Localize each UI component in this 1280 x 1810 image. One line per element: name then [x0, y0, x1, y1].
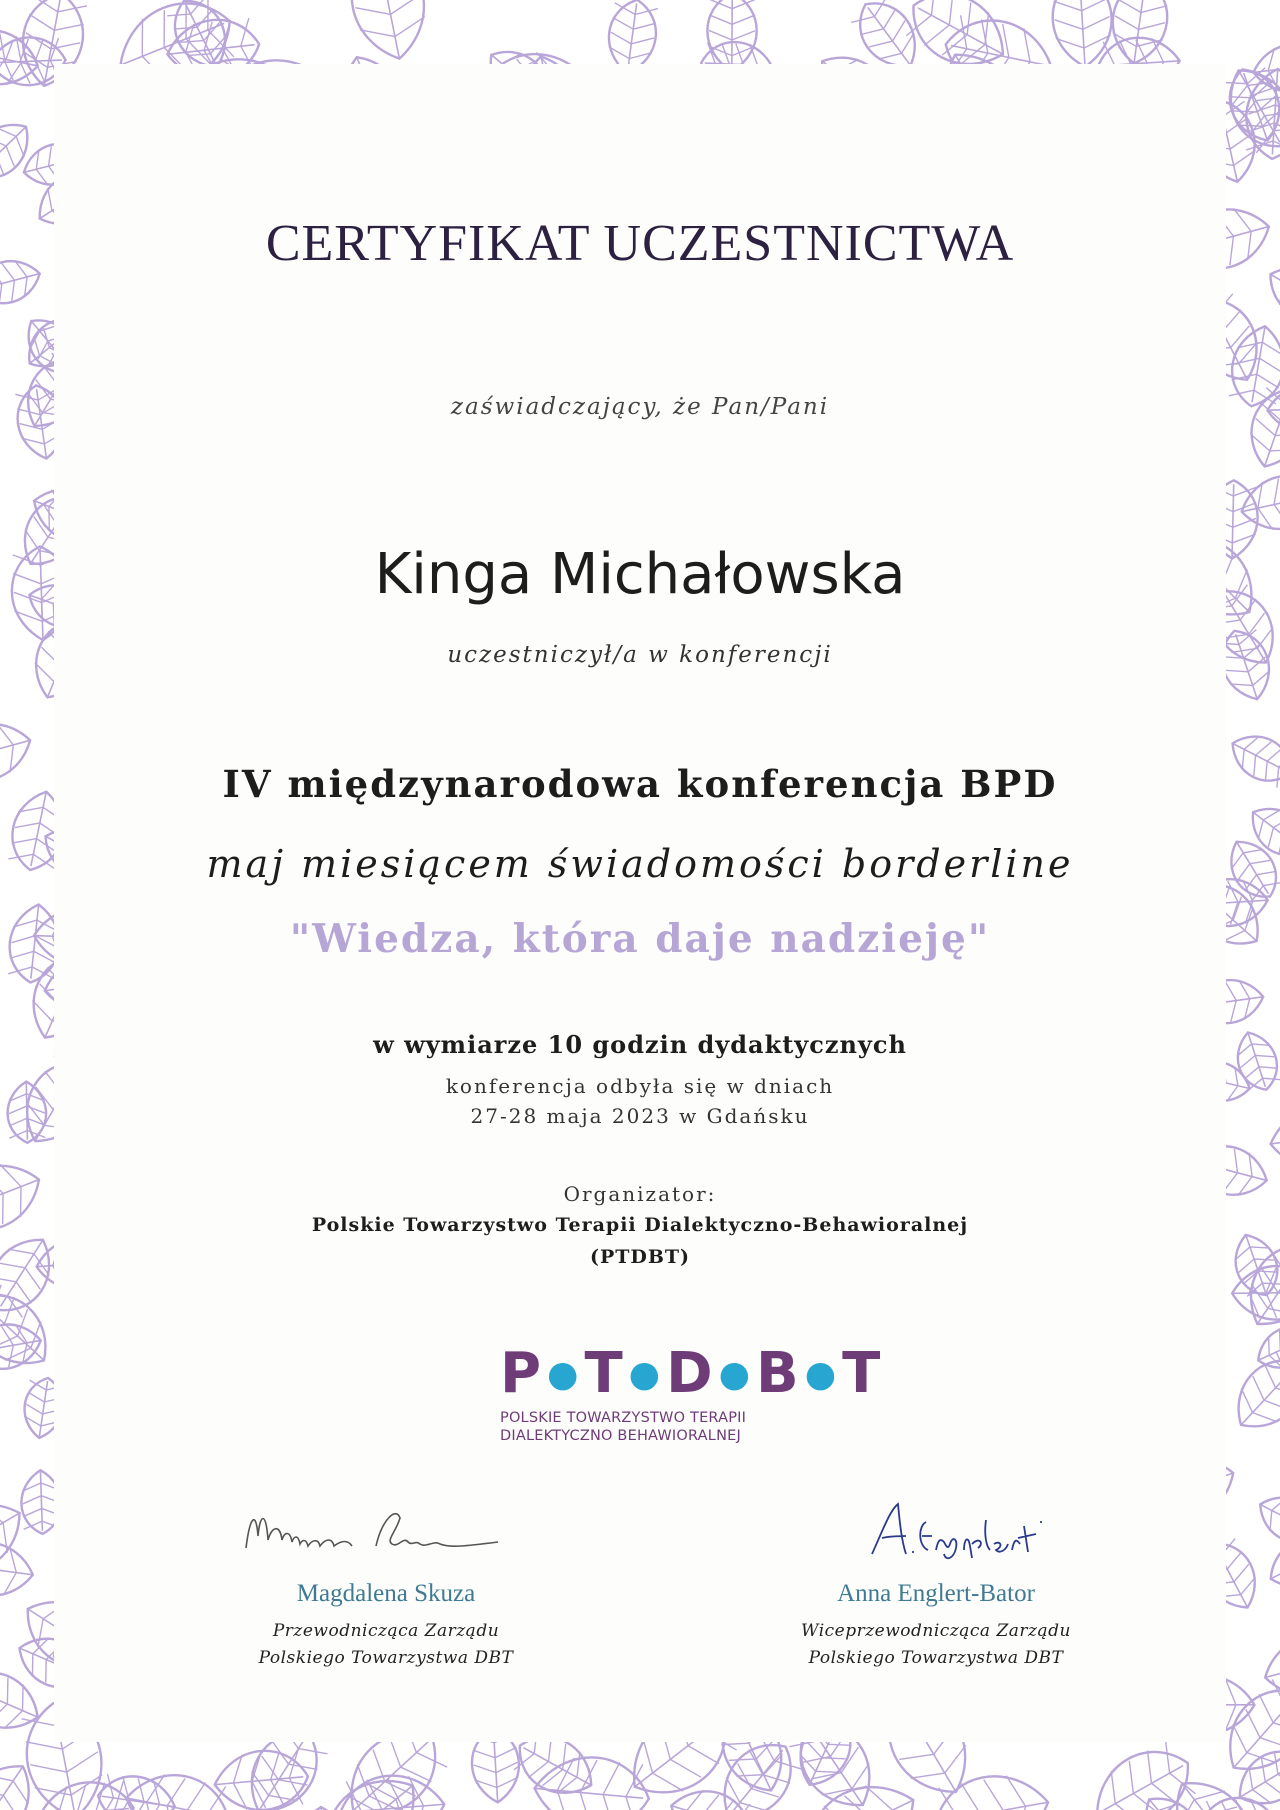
certificate-title: CERTYFIKAT UCZESTNICTWA	[265, 215, 1015, 272]
certificate-paper	[54, 64, 1226, 1742]
logo-letter: T	[584, 1341, 625, 1406]
logo-letter: B	[756, 1341, 801, 1406]
signer-role	[176, 1618, 596, 1672]
logo-dot: ●	[718, 1354, 752, 1395]
logo-letter: T	[842, 1341, 883, 1406]
signer-role	[726, 1618, 1146, 1672]
conference-subtitle: maj miesiącem świadomości borderline	[206, 842, 1074, 886]
signer-role-line: Polskiego Towarzystwa DBT	[808, 1648, 1064, 1668]
conference-title: IV międzynarodowa konferencja BPD	[222, 762, 1058, 806]
hours-line: w wymiarze 10 godzin dydaktycznych	[373, 1030, 907, 1059]
ptdbt-logo-mark	[500, 1341, 883, 1409]
signature-block-right	[726, 1496, 1146, 1672]
dates-line-1: konferencja odbyła się w dniach	[445, 1074, 835, 1098]
logo-letter: D	[666, 1341, 715, 1406]
conference-motto: "Wiedza, która daje nadzieję"	[289, 916, 991, 962]
logo-dot: ●	[804, 1354, 839, 1395]
intro-text: zaświadczający, że Pan/Pani	[450, 394, 830, 420]
signer-name: Magdalena Skuza	[296, 1580, 476, 1607]
ptdbt-logo	[500, 1341, 883, 1445]
organizer-label: Organizator:	[563, 1182, 717, 1206]
logo-dot: ●	[547, 1354, 581, 1395]
logo-text-line-2: DIALEKTYCZNO BEHAWIORALNEJ	[500, 1428, 741, 1444]
organizer-abbreviation: (PTDBT)	[589, 1246, 691, 1268]
participation-text: uczestniczył/a w konferencji	[447, 642, 833, 668]
handwritten-signature	[786, 1496, 1086, 1566]
dates-line-2: 27-28 maja 2023 w Gdańsku	[470, 1104, 810, 1128]
participant-name: Kinga Michałowska	[374, 542, 906, 607]
organizer-name: Polskie Towarzystwo Terapii Dialektyczno-Behawioralnej	[311, 1214, 969, 1236]
signer-name: Anna Englert-Bator	[837, 1580, 1035, 1607]
logo-dot: ●	[628, 1354, 663, 1395]
signer-role-line: Wiceprzewodnicząca Zarządu	[801, 1621, 1071, 1641]
signer-role-line: Przewodnicząca Zarządu	[272, 1621, 500, 1641]
signature-block-left	[176, 1496, 596, 1672]
signer-role-line: Polskiego Towarzystwa DBT	[258, 1648, 514, 1668]
logo-text-line-1: POLSKIE TOWARZYSTWO TERAPII	[500, 1410, 747, 1426]
logo-letter: P	[500, 1341, 544, 1406]
handwritten-signature	[236, 1496, 536, 1566]
